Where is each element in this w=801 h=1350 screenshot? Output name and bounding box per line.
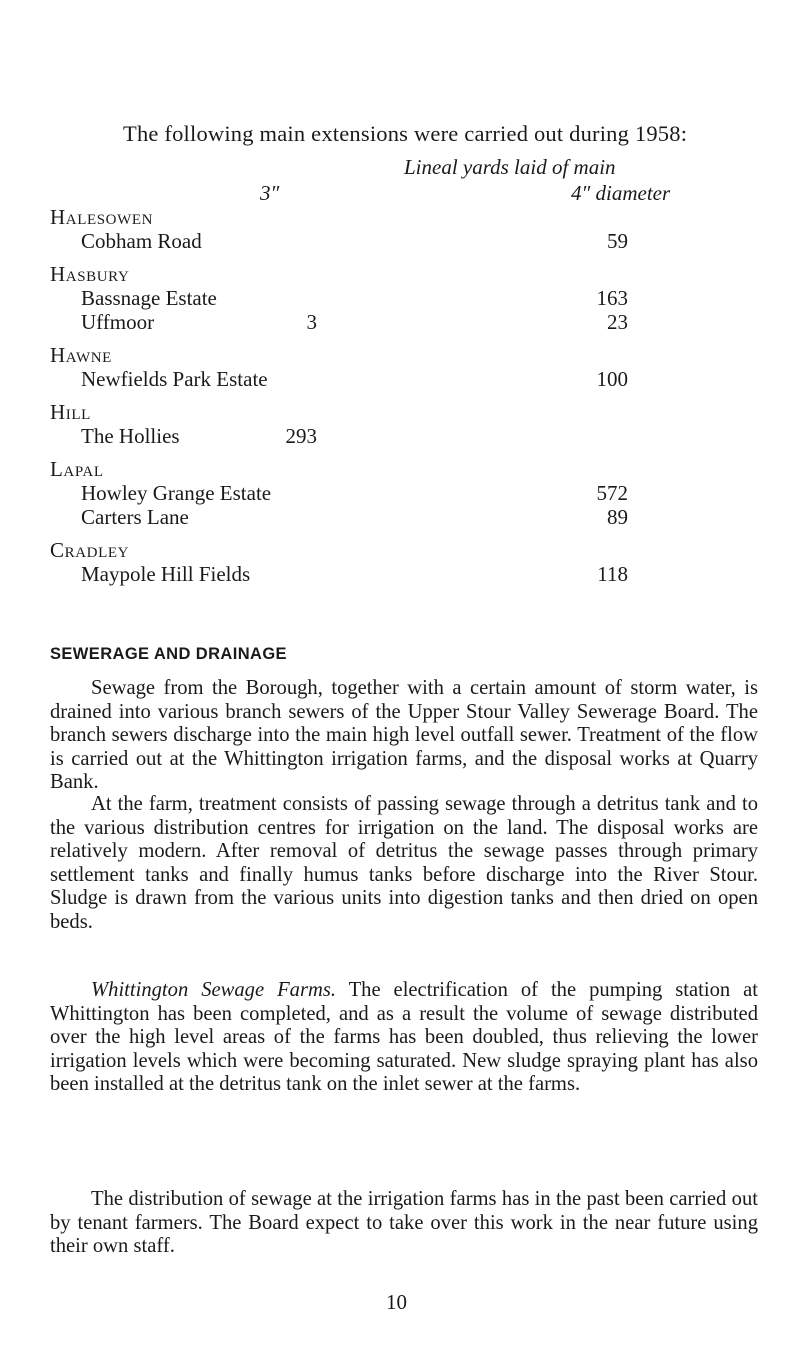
- paragraph: Sewage from the Borough, together with a certain amount of storm water, is drained into various branch sewers of the Upper Stour Valley Sewerage Board. The branch sewers discharge into the main high level outfall sewer. Treatment of the flow is carried out at the Whittington irrigation farms, and the disposal works at Quarry Bank.: [50, 677, 758, 794]
- column-header-3in: 3″: [260, 181, 280, 205]
- table-heading: Lineal yards laid of main: [404, 155, 616, 179]
- area-heading: Hasbury: [50, 262, 130, 286]
- area-heading: Hawne: [50, 343, 112, 367]
- value-4in: 100: [596, 367, 628, 391]
- place-name: Maypole Hill Fields: [81, 562, 251, 586]
- value-4in: 118: [597, 562, 628, 586]
- paragraph-body: The electrification of the pumping station at Whittington has been completed, and as a result the volume of sewage distributed over the high level areas of the farms has been doubled, thus relieving the lower irrigation levels which were becoming saturated. New sludge spraying plant has also been installed at the detritus tank on the inlet sewer at the farms.: [50, 979, 758, 1096]
- area-heading: Cradley: [50, 538, 130, 562]
- paragraph-lead-italic: Whittington Sewage Farms.: [91, 979, 336, 1001]
- page-number: 10: [386, 1290, 407, 1314]
- paragraph: [50, 979, 758, 1097]
- paragraph: At the farm, treatment consists of passing sewage through a detritus tank and to the various distribution centres for irrigation on the land. The disposal works are relatively modern. After removal of detritus the sewage passes through primary settlement tanks and finally humus tanks before discharge into the River Stour. Sludge is drawn from the various units into digestion tanks and then dried on open beds.: [50, 793, 758, 933]
- place-name: Uffmoor: [81, 310, 155, 334]
- value-4in: 23: [607, 310, 628, 334]
- intro-text: The following main extensions were carried out during 1958:: [123, 121, 688, 146]
- area-heading: Halesowen: [50, 205, 154, 229]
- place-name: Cobham Road: [81, 229, 202, 253]
- value-4in: 89: [607, 505, 628, 529]
- value-4in: 163: [596, 286, 628, 310]
- section-title: SEWERAGE AND DRAINAGE: [50, 645, 287, 663]
- place-name: Bassnage Estate: [81, 286, 217, 310]
- place-name: Newfields Park Estate: [81, 367, 268, 391]
- paragraph: The distribution of sewage at the irrigation farms has in the past been carried out by tenant farmers. The Board expect to take over this work in the near future using their own staff.: [50, 1188, 758, 1258]
- value-3in: 3: [306, 310, 317, 334]
- value-4in: 572: [596, 481, 628, 505]
- place-name: Howley Grange Estate: [81, 481, 272, 505]
- area-heading: Lapal: [50, 457, 104, 481]
- place-name: The Hollies: [81, 424, 180, 448]
- column-header-4in: 4″ diameter: [571, 181, 671, 205]
- area-heading: Hill: [50, 400, 91, 424]
- value-4in: 59: [607, 229, 628, 253]
- place-name: Carters Lane: [81, 505, 189, 529]
- value-3in: 293: [285, 424, 317, 448]
